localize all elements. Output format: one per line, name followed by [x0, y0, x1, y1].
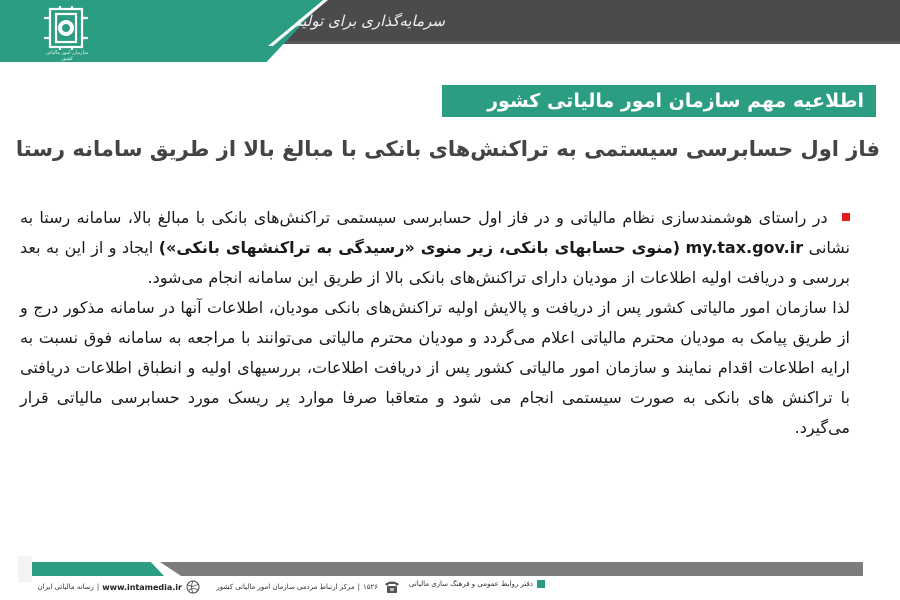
footer-gray-bar [160, 562, 863, 576]
rasta-url-link[interactable]: my.tax.gov.ir [685, 238, 804, 257]
announcement-title: اطلاعیه مهم سازمان امور مالیاتی کشور [442, 85, 876, 117]
footer-phone [200, 580, 400, 593]
footer-green-bar [32, 562, 164, 576]
website-link[interactable]: www.intamedia.ir [102, 582, 182, 592]
header-slogan: سرمایه‌گذاری برای تولید [294, 12, 445, 30]
header-banner [0, 0, 900, 46]
paragraph-1-menu-path: (منوی حسابهای بانکی، زیر منوی «رسیدگی به تراکنشهای بانکی») [158, 238, 681, 257]
logo-emblem-icon [36, 6, 96, 50]
website-label: رسانه مالیاتی ایران [37, 583, 94, 591]
paragraph-2: لذا سازمان امور مالیاتی کشور پس از دریافت و پالایش اولیه تراکنش‌های بانکی مودیان، اطلاعات آنها در سامانه مذکور درج و از طریق پیامک به مودیان محترم مالیاتی اعلام می‌گردد و مودیان محترم مالیاتی می‌توانند با مراجعه به سامانه فوق نسبت به ارایه اطلاعات اقدام نمایند و سازمان امور مالیاتی کشور پس از دریافت اطلاعات، بررسیهای اولیه و انطباق اطلاعات دریافتی با تراکنش های بانکی به صورت سیستمی انجام می شود و متعاقبا صرفا موارد پر ریسک مورد حسابرسی مالیاتی قرار می‌گیرد. [20, 298, 850, 437]
logo-caption: سازمان امور مالیاتی کشور [45, 50, 89, 62]
green-square-icon [537, 580, 545, 588]
footer-office [405, 580, 545, 588]
footer-phone-label: مرکز ارتباط مردمی سازمان امور مالیاتی کشور [216, 582, 355, 591]
paragraph-1-text-b: ایجاد و از این به بعد بررسی و دریافت اولیه اطلاعات از مودیان دارای تراکنش‌های بانکی بالا از طریق این سامانه انجام می‌شود. [20, 238, 850, 287]
footer-info [0, 578, 900, 598]
announcement-body [20, 203, 850, 443]
separator: | [96, 583, 100, 591]
bullet-icon [842, 213, 850, 221]
footer-office-label: دفتر روابط عمومی و فرهنگ سازی مالیاتی [408, 580, 533, 588]
globe-icon [186, 580, 200, 594]
telephone-icon [384, 580, 400, 593]
footer-phone-number[interactable]: ۱۵۲۶ [362, 582, 378, 591]
paragraph-1-text-a: در راستای هوشمندسازی نظام مالیاتی و در فاز اول حسابرسی سیستمی تراکنش‌های بانکی با مبالغ بالا، سامانه رستا به نشانی [20, 208, 850, 257]
announcement-subtitle: فاز اول حسابرسی سیستمی به تراکنش‌های بانکی با مبالغ بالا از طریق سامانه رستا [15, 137, 880, 161]
paragraph-1 [20, 203, 850, 293]
footer-website [37, 580, 200, 594]
separator: | [357, 582, 360, 591]
